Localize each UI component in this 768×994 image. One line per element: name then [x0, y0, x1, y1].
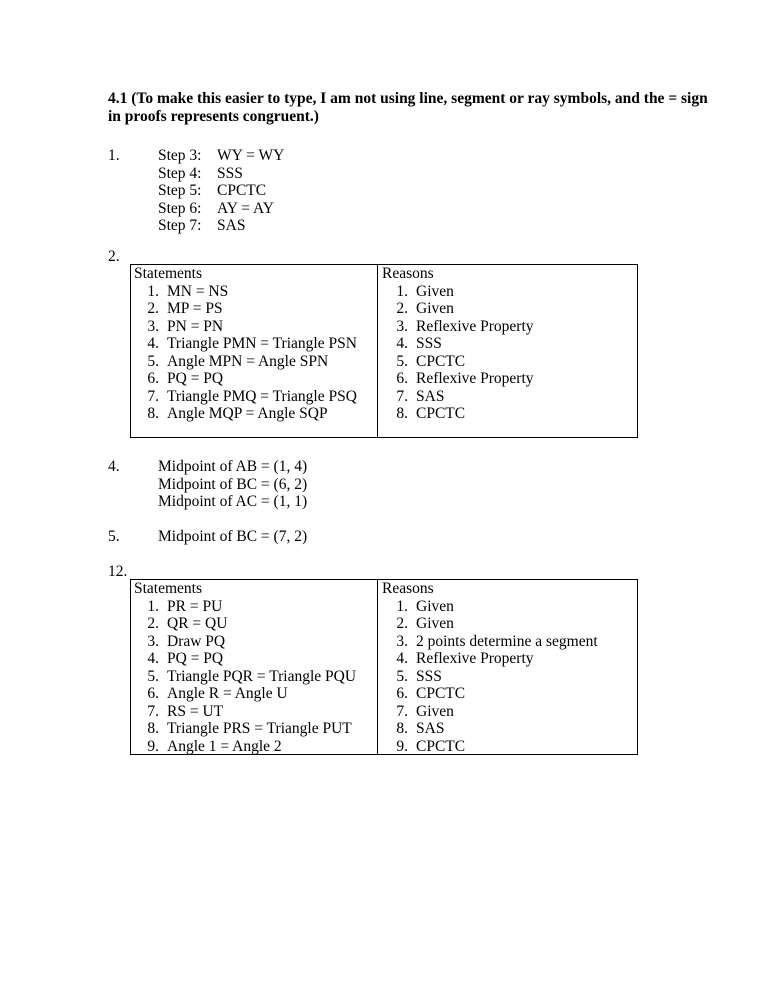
statement-row: [132, 370, 357, 388]
statement-text: MP = PS: [167, 300, 223, 317]
statement-text: PR = PU: [167, 597, 223, 615]
reason-row: [381, 703, 598, 721]
step-label: Step 4:: [158, 164, 202, 182]
statement-row: [132, 388, 357, 406]
step-text: SAS: [217, 217, 246, 234]
row-number: 6.: [147, 370, 159, 387]
statement-text: Angle MQP = Angle SQP: [167, 405, 328, 422]
statement-row: [132, 633, 356, 651]
step-row: [158, 200, 284, 218]
row-number: 1.: [396, 597, 408, 615]
row-number: 3.: [147, 632, 159, 650]
statement-text: QR = QU: [167, 615, 228, 632]
step-label: Step 3:: [158, 147, 202, 164]
answer-line: Midpoint of AC = (1, 1): [158, 493, 308, 510]
statement-text: PQ = PQ: [167, 370, 224, 387]
reason-text: CPCTC: [416, 405, 466, 422]
statement-row: [132, 668, 356, 686]
statement-row: [132, 615, 356, 633]
statements-column: [132, 283, 357, 423]
reason-row: [381, 300, 534, 318]
statement-row: [132, 650, 356, 668]
problem-5-number: 5.: [108, 528, 120, 545]
reason-text: SSS: [416, 667, 442, 685]
answer-line: Midpoint of AB = (1, 4): [158, 458, 308, 475]
reason-text: Reflexive Property: [416, 317, 534, 335]
reason-text: SAS: [416, 387, 445, 405]
row-number: 6.: [396, 685, 408, 702]
reason-row: [381, 598, 598, 616]
statement-row: [132, 318, 357, 336]
row-number: 3.: [147, 317, 159, 335]
reason-text: Reflexive Property: [416, 650, 534, 667]
row-number: 8.: [396, 405, 408, 422]
reason-row: [381, 633, 598, 651]
step-text: WY = WY: [217, 147, 285, 164]
reason-text: Given: [416, 702, 454, 720]
step-row: [158, 217, 284, 235]
statement-text: PN = PN: [167, 317, 224, 335]
row-number: 5.: [396, 352, 408, 370]
statement-row: [132, 598, 356, 616]
reason-row: [381, 318, 534, 336]
row-number: 4.: [147, 650, 159, 667]
row-number: 7.: [396, 702, 408, 720]
statement-row: [132, 283, 357, 301]
row-number: 6.: [396, 370, 408, 387]
statement-row: [132, 353, 357, 371]
reason-text: CPCTC: [416, 352, 466, 370]
problem-5-answers: [158, 528, 307, 546]
statement-row: [132, 703, 356, 721]
statement-text: PQ = PQ: [167, 650, 224, 667]
column-divider: [377, 580, 378, 754]
step-text: SSS: [217, 164, 243, 182]
step-text: AY = AY: [217, 199, 274, 217]
problem-4-number: 4.: [108, 458, 120, 475]
statement-row: [132, 300, 357, 318]
column-divider: [377, 265, 378, 437]
statement-row: [132, 720, 356, 738]
reason-row: [381, 370, 534, 388]
reason-text: SSS: [416, 335, 442, 352]
proof-table-12: [130, 579, 638, 755]
reason-row: [381, 615, 598, 633]
row-number: 8.: [396, 720, 408, 737]
reason-text: Given: [416, 282, 454, 300]
problem-1-steps: [158, 147, 284, 235]
statement-text: Angle R = Angle U: [167, 685, 288, 702]
statements-header: Statements: [134, 580, 203, 597]
problem-4-answers: [158, 458, 307, 511]
statements-header: Statements: [134, 265, 203, 282]
statement-text: Triangle PRS = Triangle PUT: [167, 720, 352, 737]
reason-row: [381, 738, 598, 756]
reason-row: [381, 685, 598, 703]
row-number: 9.: [396, 737, 408, 755]
statement-text: Triangle PQR = Triangle PQU: [167, 667, 357, 685]
row-number: 8.: [147, 405, 159, 422]
row-number: 2.: [396, 615, 408, 632]
reason-text: Reflexive Property: [416, 370, 534, 387]
reason-text: CPCTC: [416, 737, 466, 755]
row-number: 5.: [147, 667, 159, 685]
step-label: Step 6:: [158, 199, 202, 217]
step-label: Step 7:: [158, 217, 202, 234]
row-number: 1.: [396, 282, 408, 300]
row-number: 9.: [147, 737, 159, 755]
proof-table-2: [130, 264, 638, 438]
row-number: 7.: [147, 387, 159, 405]
problem-2-number: 2.: [108, 248, 120, 265]
step-row: [158, 147, 284, 165]
reason-text: CPCTC: [416, 685, 466, 702]
reason-row: [381, 353, 534, 371]
row-number: 4.: [396, 335, 408, 352]
reason-row: [381, 650, 598, 668]
statement-text: Angle MPN = Angle SPN: [167, 352, 329, 370]
row-number: 3.: [396, 632, 408, 650]
row-number: 2.: [147, 300, 159, 317]
reasons-column: [381, 598, 598, 756]
statement-text: Triangle PMN = Triangle PSN: [167, 335, 357, 352]
reason-text: Given: [416, 597, 454, 615]
row-number: 1.: [147, 282, 159, 300]
statement-row: [132, 335, 357, 353]
reason-row: [381, 388, 534, 406]
section-heading: 4.1 (To make this easier to type, I am not using line, segment or ray symbols, and the = sign in proofs represents congruent.): [108, 90, 708, 125]
statement-row: [132, 405, 357, 423]
statement-text: RS = UT: [167, 702, 224, 720]
row-number: 4.: [147, 335, 159, 352]
row-number: 5.: [396, 667, 408, 685]
row-number: 5.: [147, 352, 159, 370]
reason-row: [381, 405, 534, 423]
statement-text: Triangle PMQ = Triangle PSQ: [167, 387, 357, 405]
reasons-column: [381, 283, 534, 423]
answer-line: Midpoint of BC = (7, 2): [158, 528, 308, 545]
statement-text: Draw PQ: [167, 632, 226, 650]
reason-row: [381, 720, 598, 738]
problem-12-number: 12.: [108, 563, 128, 580]
statement-text: Angle 1 = Angle 2: [167, 737, 282, 755]
row-number: 2.: [147, 615, 159, 632]
reason-row: [381, 668, 598, 686]
reasons-header: Reasons: [382, 580, 434, 597]
step-row: [158, 165, 284, 183]
row-number: 4.: [396, 650, 408, 667]
problem-1-number: 1.: [108, 147, 120, 164]
step-label: Step 5:: [158, 182, 202, 199]
row-number: 1.: [147, 597, 159, 615]
statement-row: [132, 685, 356, 703]
step-row: [158, 182, 284, 200]
row-number: 3.: [396, 317, 408, 335]
reason-row: [381, 283, 534, 301]
statement-row: [132, 738, 356, 756]
reason-row: [381, 335, 534, 353]
row-number: 7.: [147, 702, 159, 720]
reason-text: 2 points determine a segment: [416, 632, 598, 650]
statements-column: [132, 598, 356, 756]
step-text: CPCTC: [217, 182, 267, 199]
row-number: 6.: [147, 685, 159, 702]
reasons-header: Reasons: [382, 265, 434, 282]
reason-text: SAS: [416, 720, 445, 737]
row-number: 7.: [396, 387, 408, 405]
answer-line: Midpoint of BC = (6, 2): [158, 475, 308, 493]
statement-text: MN = NS: [167, 282, 229, 300]
row-number: 8.: [147, 720, 159, 737]
reason-text: Given: [416, 300, 454, 317]
reason-text: Given: [416, 615, 454, 632]
row-number: 2.: [396, 300, 408, 317]
